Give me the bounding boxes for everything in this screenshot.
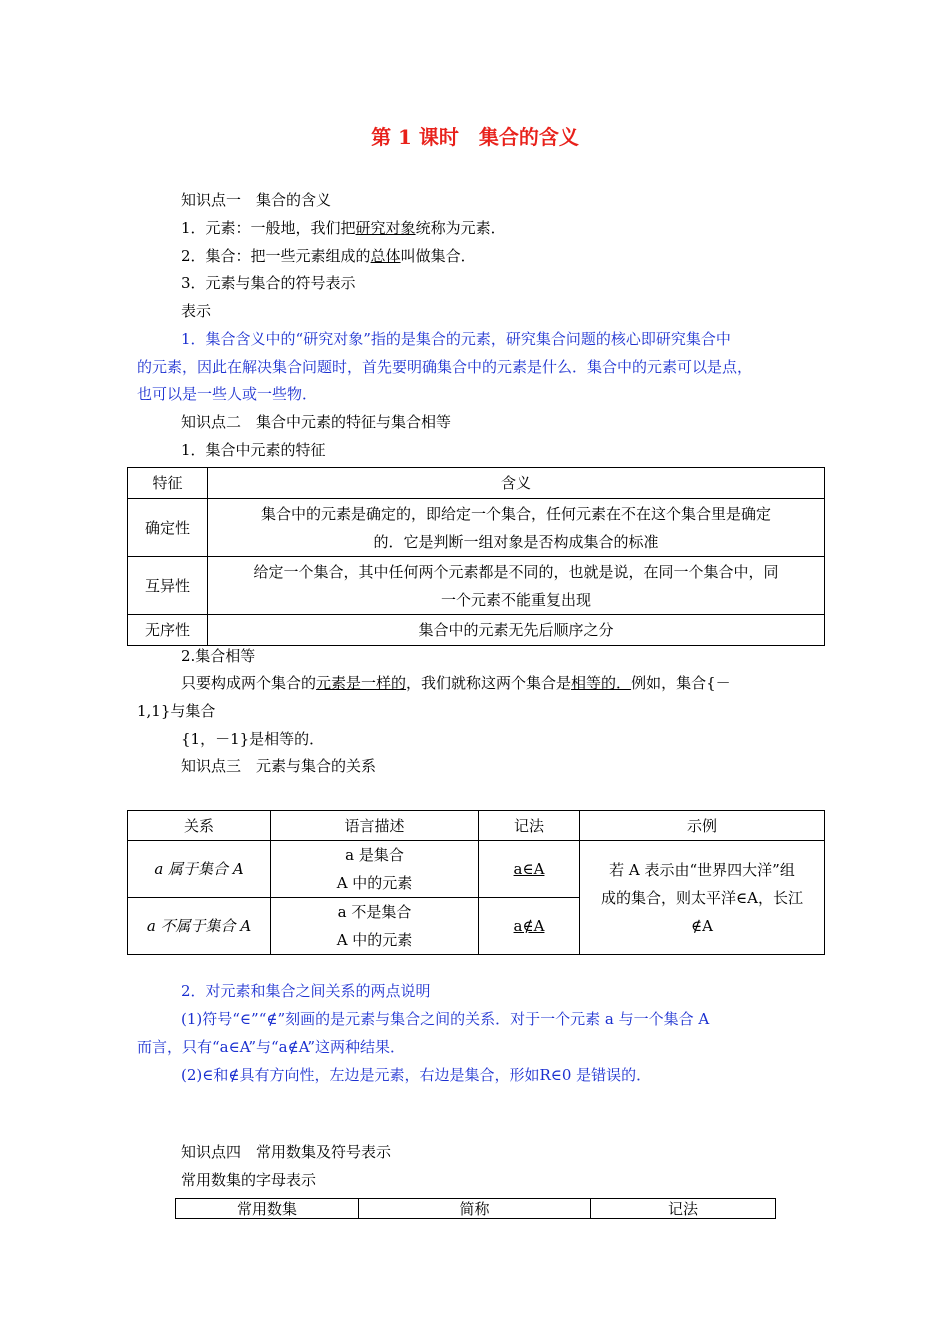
definition-cell: 集合中的元素无先后顺序之分 xyxy=(208,615,825,646)
k3-note1-line2: 而言，只有“a∈A”与“a∉A”这两种结果． xyxy=(137,1038,406,1056)
table-row xyxy=(128,615,825,646)
k4-sub: 常用数集的字母表示 xyxy=(181,1171,317,1189)
k1-item1-pre: 1．元素：一般地，我们把 xyxy=(181,219,356,237)
k1-heading: 知识点一 集合的含义 xyxy=(181,191,332,209)
table-row xyxy=(128,499,825,557)
features-table xyxy=(127,467,825,646)
k1-note-line2: 的元素，因此在解决集合问题时，首先要明确集合中的元素是什么．集合中的元素可以是点， xyxy=(137,358,753,376)
relation-cell: a 属于集合 A xyxy=(128,841,271,898)
k1-note-line3: 也可以是一些人或一些物． xyxy=(137,385,318,403)
description-cell xyxy=(271,841,479,898)
notation-cell: a∈A xyxy=(479,841,580,898)
k1-item2-post: 叫做集合． xyxy=(400,247,476,265)
k2-equal-line1 xyxy=(181,672,731,694)
definition-line: 集合中的元素是确定的，即给定一个集合，任何元素在不在这个集合里是确定 xyxy=(260,504,771,523)
k1-item1 xyxy=(181,217,506,239)
example-line: 成的集合，则太平洋∈A，长江 xyxy=(601,888,803,907)
relation-table xyxy=(127,810,825,955)
feature-cell: 确定性 xyxy=(128,499,208,557)
definition-line: 一个元素不能重复出现 xyxy=(440,590,591,609)
eq-mid: ，我们就称这两个集合是 xyxy=(406,674,572,692)
table-header-cell: 语言描述 xyxy=(271,811,479,841)
example-line: ∉A xyxy=(691,916,713,935)
k1-note-line1: 1．集合含义中的“研究对象”指的是集合的元素，研究集合问题的核心即研究集合中 xyxy=(181,330,731,348)
k2-heading: 知识点二 集合中元素的特征与集合相等 xyxy=(181,413,452,431)
k1-item2-underline: 总体 xyxy=(370,247,401,265)
eq-underline-1: 元素是一样的 xyxy=(316,674,407,692)
feature-cell: 互异性 xyxy=(128,557,208,615)
feature-cell: 无序性 xyxy=(128,615,208,646)
table-row xyxy=(128,841,825,898)
k4-heading: 知识点四 常用数集及符号表示 xyxy=(181,1143,392,1161)
k2-equal-line3: {1，－1}是相等的． xyxy=(181,730,325,748)
table-header-cell: 记法 xyxy=(479,811,580,841)
table-header-cell: 记法 xyxy=(591,1199,776,1219)
table-header-cell: 含义 xyxy=(208,468,825,499)
table-header-cell: 常用数集 xyxy=(176,1199,359,1219)
example-cell xyxy=(580,841,825,955)
description-cell xyxy=(271,898,479,955)
description-line: A 中的元素 xyxy=(336,874,413,892)
definition-cell xyxy=(208,557,825,615)
table-header-cell: 示例 xyxy=(580,811,825,841)
description-line: a 不是集合 xyxy=(337,903,412,921)
k3-note1-line1: (1)符号“∈”“∉”刻画的是元素与集合之间的关系．对于一个元素 a 与一个集合 A xyxy=(181,1010,710,1028)
k2-sub1: 1．集合中元素的特征 xyxy=(181,441,326,459)
k3-note-title: 2．对元素和集合之间关系的两点说明 xyxy=(181,982,431,1000)
definition-line: 给定一个集合，其中任何两个元素都是不同的，也就是说，在同一个集合中，同 xyxy=(253,562,779,581)
table-header-row xyxy=(128,811,825,841)
description-line: A 中的元素 xyxy=(336,931,413,949)
table-header-row xyxy=(176,1199,776,1219)
table-header-cell: 关系 xyxy=(128,811,271,841)
table-header-cell: 特征 xyxy=(128,468,208,499)
relation-cell: a 不属于集合 A xyxy=(128,898,271,955)
table-header-row xyxy=(128,468,825,499)
eq-underline-2: 相等的． xyxy=(571,674,632,692)
page-title: 第 1 课时 集合的含义 xyxy=(371,125,579,149)
k2-sub2: 2.集合相等 xyxy=(181,647,256,665)
k1-item4: 表示 xyxy=(181,302,212,320)
table-header-cell: 简称 xyxy=(359,1199,591,1219)
example-line: 若 A 表示由“世界四大洋”组 xyxy=(609,860,795,879)
definition-line: 的．它是判断一组对象是否构成集合的标准 xyxy=(373,532,659,551)
eq-pre: 只要构成两个集合的 xyxy=(181,674,317,692)
k3-note2: (2)∈和∉具有方向性，左边是元素，右边是集合，形如R∈0 是错误的． xyxy=(181,1066,652,1084)
k1-item1-underline: 研究对象 xyxy=(355,219,416,237)
k1-item3: 3．元素与集合的符号表示 xyxy=(181,274,356,292)
k3-heading: 知识点三 元素与集合的关系 xyxy=(181,757,377,775)
k1-item1-post: 统称为元素． xyxy=(415,219,506,237)
k1-item2-pre: 2．集合：把一些元素组成的 xyxy=(181,247,371,265)
number-sets-table xyxy=(175,1198,776,1219)
description-line: a 是集合 xyxy=(345,846,404,864)
eq-post: 例如，集合{－ xyxy=(631,674,731,692)
table-row xyxy=(128,557,825,615)
notation-cell: a∉A xyxy=(479,898,580,955)
k1-item2 xyxy=(181,245,476,267)
k2-equal-line2: 1,1}与集合 xyxy=(137,702,216,720)
definition-cell xyxy=(208,499,825,557)
